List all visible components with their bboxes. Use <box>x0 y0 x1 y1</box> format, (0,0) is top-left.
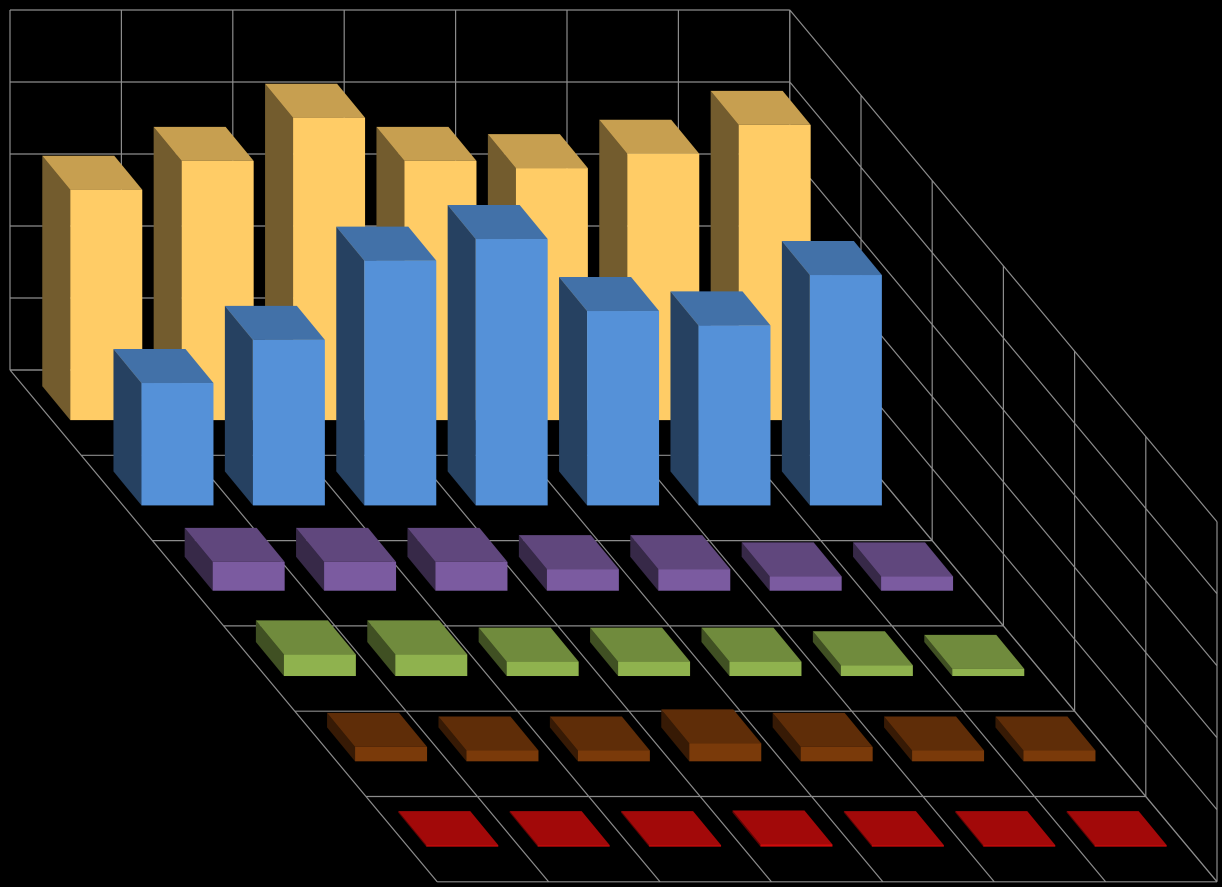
bar-front-face <box>801 747 873 761</box>
bar <box>113 349 213 505</box>
bar-front-face <box>284 654 356 676</box>
bar-top-face <box>844 811 944 845</box>
bar <box>995 717 1095 762</box>
bar-front-face <box>587 311 659 505</box>
bar <box>296 528 396 591</box>
bar-front-face <box>658 569 730 591</box>
chart-bars <box>42 84 1166 847</box>
bar-side-face <box>670 291 698 505</box>
bar-front-face <box>872 845 944 847</box>
bar <box>479 628 579 676</box>
bar-front-face <box>476 239 548 505</box>
bar <box>742 542 842 590</box>
bar <box>225 306 325 506</box>
bar <box>438 717 538 762</box>
bar-front-face <box>841 665 913 676</box>
bar <box>813 631 913 676</box>
bar-top-face <box>1067 811 1167 845</box>
bar-front-face <box>1023 751 1095 762</box>
bar-top-face <box>398 811 498 845</box>
bar-front-face <box>952 669 1024 676</box>
bar-front-face <box>538 845 610 847</box>
bar <box>448 205 548 505</box>
bar-front-face <box>507 662 579 676</box>
bar <box>256 620 356 676</box>
bar <box>590 628 690 676</box>
bar-front-face <box>426 845 498 847</box>
bar-front-face <box>578 751 650 762</box>
bar-side-face <box>225 306 253 506</box>
bar-front-face <box>698 325 770 505</box>
bar <box>185 528 285 591</box>
bar-top-face <box>732 810 832 844</box>
bar <box>844 811 944 847</box>
bar <box>327 713 427 761</box>
bar <box>367 620 467 676</box>
series-5-bars <box>327 709 1095 761</box>
bar-front-face <box>324 562 396 591</box>
bar-front-face <box>618 662 690 676</box>
bar-top-face <box>510 811 610 845</box>
bar <box>519 535 619 591</box>
bar-front-face <box>729 662 801 676</box>
bar <box>630 535 730 591</box>
bar-side-face <box>559 277 587 505</box>
bar <box>773 713 873 761</box>
bar <box>782 241 882 505</box>
bar-front-face <box>141 383 213 505</box>
bar-front-face <box>689 743 761 761</box>
bar <box>853 542 953 590</box>
bar <box>924 635 1024 676</box>
bar-side-face <box>336 227 364 506</box>
bar <box>550 717 650 762</box>
bar-front-face <box>355 747 427 761</box>
bar-side-face <box>448 205 476 505</box>
series-6-bars <box>398 810 1166 846</box>
bar <box>336 227 436 506</box>
bar <box>884 717 984 762</box>
bar <box>1067 811 1167 847</box>
bar-top-face <box>924 635 1024 669</box>
bar <box>661 709 761 761</box>
bar <box>621 811 721 847</box>
bar <box>510 811 610 847</box>
bar-side-face <box>782 241 810 505</box>
series-4-bars <box>256 620 1024 676</box>
series-3-bars <box>185 528 953 591</box>
bar-front-face <box>649 845 721 847</box>
bar-top-face <box>621 811 721 845</box>
bar-front-face <box>1095 845 1167 847</box>
bar <box>407 528 507 591</box>
bar <box>701 628 801 676</box>
bar-front-face <box>364 261 436 506</box>
bar-front-face <box>395 654 467 676</box>
bar <box>559 277 659 505</box>
bar-front-face <box>770 576 842 590</box>
bar-front-face <box>547 569 619 591</box>
bar-front-face <box>912 751 984 762</box>
bar-front-face <box>466 751 538 762</box>
bar-front-face <box>253 340 325 506</box>
bar-front-face <box>810 275 882 505</box>
bar-front-face <box>983 845 1055 847</box>
bar <box>732 810 832 846</box>
bar-side-face <box>42 156 70 420</box>
bar <box>670 291 770 505</box>
bar-front-face <box>760 844 832 846</box>
bar <box>955 811 1055 847</box>
bar-top-face <box>955 811 1055 845</box>
bar-front-face <box>435 562 507 591</box>
bar-front-face <box>881 576 953 590</box>
bar <box>398 811 498 847</box>
bar-front-face <box>213 562 285 591</box>
